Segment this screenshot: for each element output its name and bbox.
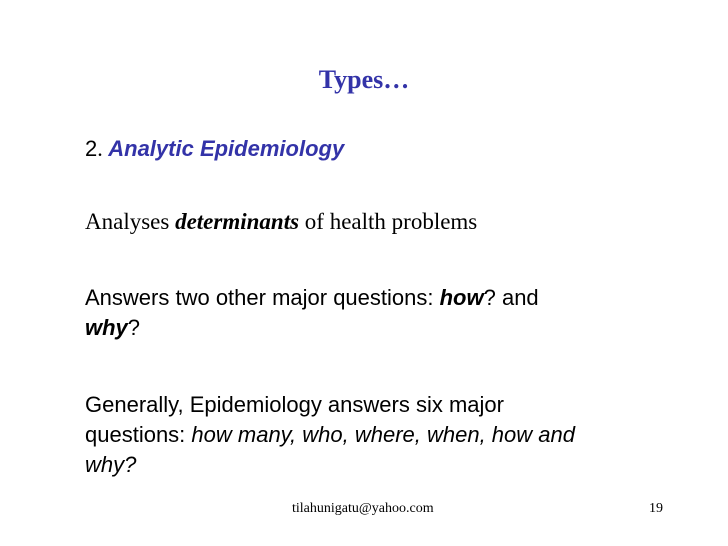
item-separator: . [97,136,109,161]
footer-email: tilahunigatu@yahoo.com [292,501,434,516]
summary-question-list: how many, who, where, when, how and [191,422,575,447]
questions-text-middle: ? and [483,285,539,310]
determinants-emphasis: determinants [175,209,300,234]
determinants-line [85,207,477,237]
questions-line [85,283,645,343]
item-heading: Analytic Epidemiology [108,136,345,161]
determinants-text-before: Analyses [85,209,176,234]
slide-title: Types… [318,65,410,94]
item-heading-line [85,134,344,164]
questions-text-before: Answers two other major questions: [85,285,440,310]
summary-line [85,390,685,480]
summary-prefix: questions: [85,422,192,447]
footer-page-number: 19 [649,501,663,516]
determinants-text-after: of health problems [299,209,478,234]
question-how: how [439,285,484,310]
summary-text-line1: Generally, Epidemiology answers six major [85,392,504,417]
questions-text-end: ? [127,315,141,340]
question-why: why [85,315,128,340]
item-number: 2 [85,136,98,161]
summary-question-list-end: why? [85,452,137,477]
